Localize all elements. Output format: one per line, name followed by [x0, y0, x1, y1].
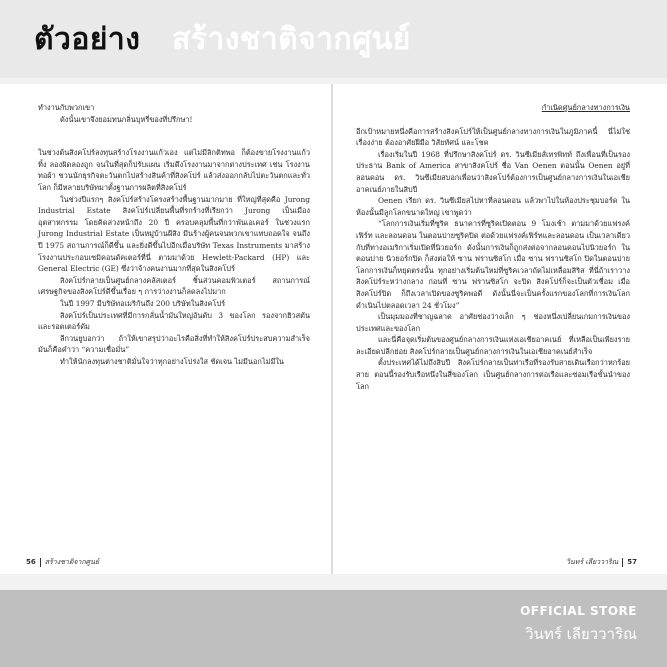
- paragraph: Oenen เรียก ดร. วินซีเมียสไปหาที่ลอนดอน แล้วพาไปในห้องประชุมบอร์ด ในห้องนั้นมีลูกโลกขนาดใหญ่ เขาพูดว่า: [356, 196, 630, 217]
- paragraph: อีกเป้าหมายหนึ่งคือการสร้างสิงคโปร์ให้เป็นศูนย์กลางทางการเงินในภูมิภาคนี้ นี่ไม่ใช่เรื่องง่าย ต้องอาศัยฝีมือ วิสัยทัศน์ และโชค: [356, 126, 630, 148]
- title-light: สร้างชาติจากศูนย์: [172, 22, 411, 57]
- header-banner: [0, 0, 667, 78]
- right-page-footer: [566, 557, 637, 568]
- left-page-footer: [26, 557, 99, 568]
- paragraph: “โลกการเงินเริ่มที่ซูริค ธนาคารที่ซูริคเปิดตอน 9 โมงเช้า ตามมาด้วยแฟรงค์เฟิร์ท และลอนดอน ในตอนบ่ายซูริคปิด ต่อด้วยแฟรงค์เฟิร์ทและลอนดอน เป็นเวลาเดียวกับที่ทางอเมริกาเริ่มเปิดที่นิวยอร์ก ดังนั้นการเงินก็ถูกส่งต่อจากลอนดอนไปนิวยอร์ก ในตอนบ่าย นิวยอร์กปิด ก็ส่งต่อให้ ซาน ฟรานซิสโก เมื่อ ซาน ฟรานซิสโก ปิดในตอนบ่าย โลกการเงินก็หยุดตรงนั้น ทุกอย่างเริ่มต้นใหม่ที่ซูริคเวลาถัดไม่เหลื่อมสิริส ที่นี่ถ้าเราวางสิงคโปร์ระหว่างกลาง ก่อนที่ ซาน ฟรานซิสโก จะปิด สิงคโปร์ก็จะเป็นตัวเชื่อม เมื่อสิงคโปร์ปิด ก็ถึงเวลาเปิดของซูริคพอดี ดังนั้นนี่จะเป็นครั้งแรกของโลกที่การเงินโลกดำเนินไปตลอดเวลา 24 ชั่วโมง”: [356, 219, 630, 310]
- paragraph: สิงคโปร์กลายเป็นศูนย์กลางคลัสเตอร์ ชิ้นส่วนคอมพิวเตอร์ สถานการณ์เศรษฐกิจของสิงคโปร์ดีขึ้นเรื่อย ๆ การว่างงานก็ลดลงไปมาก: [38, 275, 310, 297]
- paragraph: ลีกวนยูบอกว่า ถ้าให้เขาสรุปว่าอะไรคือสิ่งที่ทำให้สิงคโปร์ประสบความสำเร็จ มันก็คือคำว่า “ความเชื่อมั่น”: [38, 333, 310, 355]
- paragraph-gap: [38, 136, 310, 147]
- store-line-2: วินทร์ เลียววาริณ: [525, 625, 637, 643]
- right-page-text: [356, 102, 630, 392]
- paragraph: ในช่วงปีแรกๆ สิงคโปร์สร้างโครงสร้างพื้นฐานมากมาย ที่ใหญ่ที่สุดคือ Jurong Industrial Estate สิงคโปร์เปลี่ยนพื้นที่รกร้างที่เรียกว่า Jurong เป็นเมืองอุตสาหกรรม โดยคิดล่วงหน้าถึง 20 ปี ครอบคลุมพื้นที่กว่าพันเอเคอร์ ในช่วงแรก Jurong Industrial Estate เป็นหมู่บ้านผีสิง มีนร้างผู้คนจนพวกเขาแทบถอดใจ จนถึงปี 1975 สถานการณ์ก็ดีขึ้น และยิ่งดีขึ้นไปอีกเมื่อบริษัท Texas Instruments มาสร้างโรงงานประกอบเซมิคอนดัคเตอร์ที่นี่ ตามมาด้วย Hewlett-Packard (HP) และ General Electric (GE) ซึ่งว่าจ้างคนงานมากที่สุดในสิงคโปร์: [38, 194, 310, 274]
- left-page-text: [38, 102, 310, 367]
- paragraph: เรื่องเริ่มในปี 1968 ที่ปรึกษาสิงคโปร์ ดร. วินซีเมียส์เทรพิทท์ ถึงเพื่อนที่เป็นรองประธาน Bank of America สาขาสิงคโปร์ ชื่อ Van Oenen ตอนนั้น Oenen อยู่ที่ลอนดอน ดร. วินซีเมียสบอกเพื่อนว่าสิงคโปร์ต้องการเป็นศูนย์กลางการเงินในเอเชียอาคเนย์ภายในสิบปี: [356, 149, 630, 194]
- paragraph: ทำงานกับพวกเขา: [38, 103, 95, 112]
- paragraph: เป็นมุมมองที่ชาญฉลาด อาศัยช่องว่างเล็ก ๆ ช่องหนึ่งเปลี่ยนเกมการเงินของประเทศและของโลก: [356, 312, 630, 333]
- footer-divider: [622, 558, 623, 567]
- left-page-number: 56: [26, 558, 36, 566]
- store-line-1: OFFICIAL STORE: [520, 604, 637, 618]
- paragraph: สิงคโปร์เป็นประเทศที่มีการกลั่นน้ำมันใหญ่อันดับ 3 ของโลก รองจากฮิวสตันและรอตเตอร์ดัม: [38, 310, 310, 332]
- paragraph: ในปี 1997 มีบริษัทอเมริกันถึง 200 บริษัทในสิงคโปร์: [60, 298, 226, 308]
- section-title: กำเนิดศูนย์กลางทางการเงิน: [541, 103, 630, 112]
- paragraph: ในช่วงต้นสิงคโปร์ลงทุนสร้างโรงงานแก้วเอง แต่ไม่มีลิกติทพอ ก็ต้องขายโรงงานแก้วทิ้ง ลองผิดลองถูก จนในที่สุดก็ปรับแผน เริ่มดึงโรงงานมาจากต่างประเทศ เช่น โรงงานทอผ้า ชวนนักธุรกิจตะวันตกไปสร้างสินค้าที่สิงคโปร์ แล้วส่งออกกลับไปตะวันตกและทั่วโลก ก็มีหลายบริษัทมาตั้งฐานการผลิตที่สิงคโปร์: [38, 148, 310, 192]
- footer-divider: [40, 558, 41, 567]
- left-book-title: สร้างชาติจากศูนย์: [44, 558, 99, 566]
- right-author-name: วินทร์ เลียววาริณ: [566, 558, 619, 566]
- paragraph-gap: [38, 125, 310, 136]
- right-page-number: 57: [627, 558, 637, 566]
- right-page-body: [356, 126, 630, 393]
- paragraph: ดังนั้นเขาจึงยอมทนกลิ่นบุหรี่ของที่ปรึกษา!: [60, 114, 193, 124]
- title-dark: ตัวอย่าง: [34, 22, 141, 57]
- paragraph: ตั้งประเทศได้ไม่ถึงสิบปี สิงคโปร์กลายเป็นท่าเรือที่รองรับสายเดินเรือกว่าหกร้อยสาย ตอนนี้รองรับเรือหนึ่งในสี่ของโลก เป็นศูนย์กลางการต่อเรือและซ่อมเรือขั้นนำของโลก: [356, 358, 630, 391]
- paragraph: ทำให้นักลงทุนต่างชาติมั่นใจว่าทุกอย่างโปร่งใส ชัดเจน ไม่มีนอกไม่มีใน: [60, 356, 284, 366]
- paragraph: และนี่คือจุดเริ่มต้นของศูนย์กลางการเงินแห่งเอเชียอาคเนย์ ที่เหลือเป็นเพียงรายละเอียดปลีกย่อย สิงคโปร์กลายเป็นศูนย์กลางการเงินในเอเชียอาคเนย์สำเร็จ: [356, 335, 630, 356]
- store-label: [520, 604, 637, 646]
